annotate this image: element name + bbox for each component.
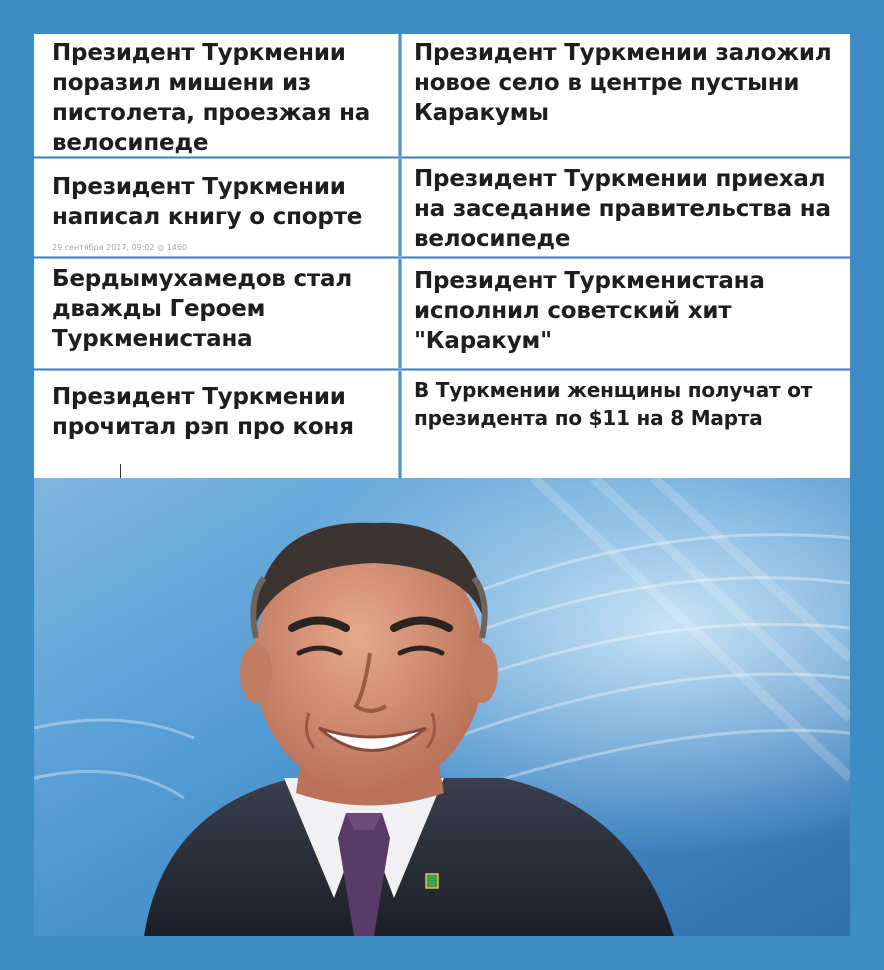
headline-cell [402,372,850,472]
headline-text: Президент Туркмении прочитал рэп про коня [52,384,354,440]
portrait-illustration [34,478,850,936]
headline-text: Президент Туркмении приехал на заседание правительства на велосипеде [414,166,831,252]
headline-text: Бердымухамедов стал дважды Героем Туркменистана [52,266,352,352]
headline-cell [402,262,850,368]
meme-collage [34,34,850,936]
headline-cell [34,34,398,156]
horizontal-divider [34,368,850,371]
divider-tick [120,464,121,478]
headline-cell [402,160,850,256]
headline-cell [34,162,398,256]
portrait-photo [34,478,850,936]
headline-text: Президент Туркмении поразил мишени из пистолета, проезжая на велосипеде [52,40,371,156]
article-meta: 29 сентября 2017, 09:02 ◎ 1460 [52,243,188,252]
headline-cell [402,34,850,156]
headline-text: Президент Туркмении заложил новое село в центре пустыни Каракумы [414,40,832,126]
headline-cell [34,378,398,474]
headline-grid [34,34,850,478]
headline-text: В Туркмении женщины получат от президента по $11 на 8 Марта [414,378,813,430]
headline-text: Президент Туркмении написал книгу о спорте [52,174,363,230]
headline-text: Президент Туркменистана исполнил советский хит "Каракум" [414,268,765,354]
horizontal-divider [34,156,850,159]
horizontal-divider [34,256,850,259]
headline-cell [34,260,398,368]
